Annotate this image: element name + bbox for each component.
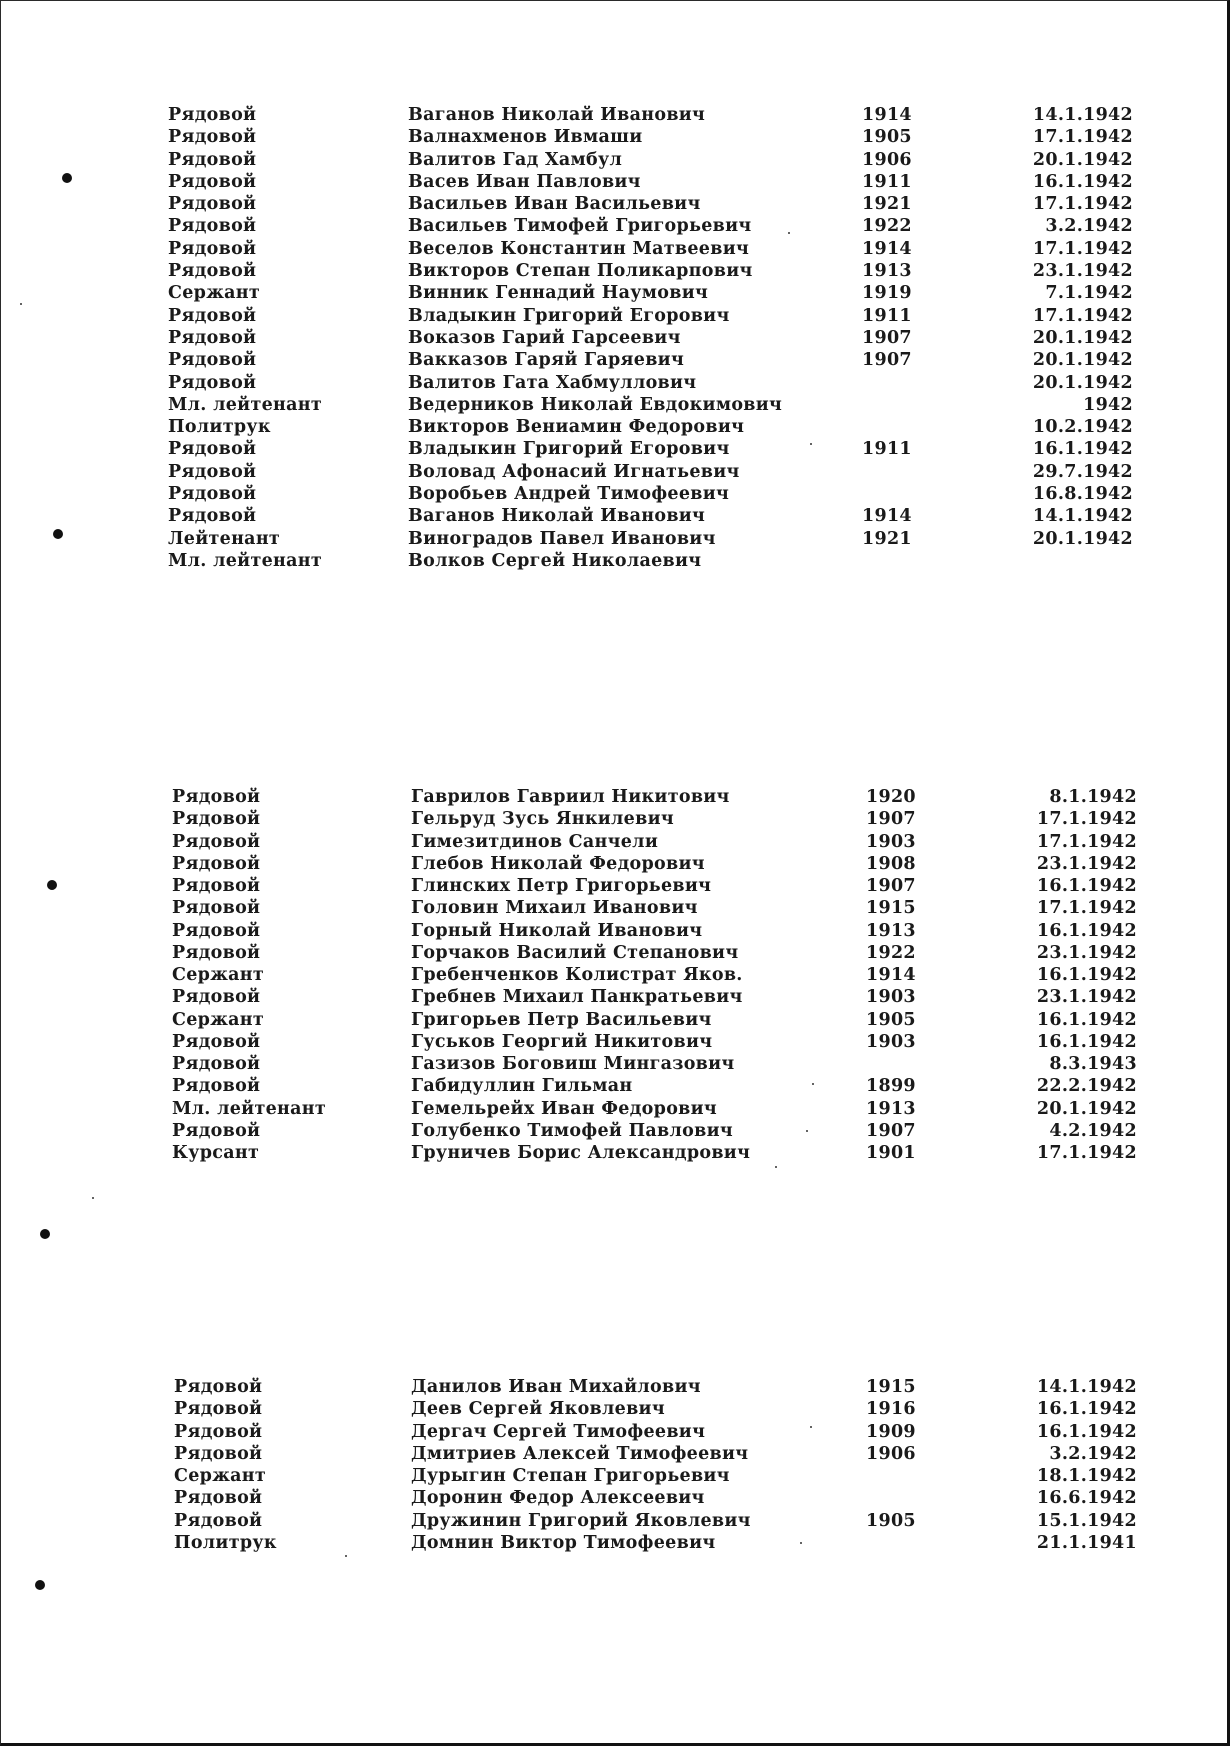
table-row	[0, 238, 1232, 260]
date-cell: 16.1.1942	[1036, 876, 1137, 896]
rank-cell: Рядовой	[172, 831, 261, 852]
name-cell: Габидуллин Гильман	[411, 1076, 633, 1097]
table-row	[0, 104, 1232, 126]
date-cell: 1942	[1083, 394, 1133, 415]
birth-year-cell: 1915	[866, 1377, 916, 1397]
birth-year-cell: 1921	[862, 528, 912, 549]
name-cell: Деев Сергей Яковлевич	[411, 1399, 665, 1420]
table-row	[0, 1142, 1232, 1164]
date-cell: 20.1.1942	[1032, 528, 1133, 549]
name-cell: Васев Иван Павлович	[408, 171, 641, 192]
name-cell: Данилов Иван Михайлович	[411, 1377, 701, 1397]
name-cell: Горчаков Василий Степанович	[411, 942, 739, 963]
roster-section-v	[0, 104, 1232, 572]
birth-year-cell: 1903	[866, 987, 916, 1008]
table-row	[0, 1532, 1232, 1554]
date-cell: 17.1.1942	[1036, 1143, 1137, 1163]
rank-cell: Рядовой	[168, 305, 257, 326]
name-cell: Волков Сергей Николаевич	[408, 550, 702, 571]
table-row	[0, 461, 1232, 483]
table-row	[0, 528, 1232, 550]
name-cell: Доронин Федор Алексеевич	[411, 1488, 705, 1509]
name-cell: Гемельрейх Иван Федорович	[411, 1098, 718, 1119]
rank-cell: Рядовой	[168, 461, 257, 482]
birth-year-cell: 1906	[862, 149, 912, 170]
birth-year-cell: 1907	[866, 809, 916, 830]
table-row	[0, 483, 1232, 505]
table-row	[0, 1465, 1232, 1487]
date-cell: 8.1.1942	[1049, 787, 1137, 807]
rank-cell: Рядовой	[168, 216, 257, 237]
scan-speck	[345, 1555, 347, 1557]
table-row	[0, 126, 1232, 148]
table-row	[0, 831, 1232, 853]
table-row	[0, 1398, 1232, 1420]
date-cell: 23.1.1942	[1036, 987, 1137, 1008]
birth-year-cell: 1911	[862, 305, 912, 326]
birth-year-cell: 1905	[866, 1510, 916, 1531]
scan-speck	[775, 1166, 777, 1168]
date-cell: 14.1.1942	[1032, 105, 1133, 125]
date-cell: 20.1.1942	[1032, 350, 1133, 371]
date-cell: 17.1.1942	[1036, 809, 1137, 830]
date-cell: 16.1.1942	[1036, 1031, 1137, 1052]
birth-year-cell: 1907	[866, 1120, 916, 1141]
birth-year-cell: 1908	[866, 853, 916, 874]
table-row	[0, 394, 1232, 416]
rank-cell: Рядовой	[168, 484, 257, 505]
name-cell: Гребенченков Колистрат Яков.	[411, 965, 743, 985]
table-row	[0, 372, 1232, 394]
name-cell: Дружинин Григорий Яковлевич	[411, 1510, 751, 1531]
date-cell: 16.1.1942	[1036, 1009, 1137, 1030]
rank-cell: Рядовой	[172, 853, 261, 874]
table-row	[0, 305, 1232, 327]
date-cell: 23.1.1942	[1032, 261, 1133, 282]
table-row	[0, 282, 1232, 304]
name-cell: Вакказов Гаряй Гаряевич	[408, 350, 685, 371]
birth-year-cell: 1906	[866, 1443, 916, 1464]
table-row	[0, 942, 1232, 964]
name-cell: Гребнев Михаил Панкратьевич	[411, 987, 743, 1008]
birth-year-cell: 1903	[866, 831, 916, 852]
birth-year-cell: 1914	[862, 506, 912, 527]
name-cell: Ваганов Николай Иванович	[408, 506, 706, 527]
date-cell: 23.1.1942	[1036, 853, 1137, 874]
date-cell: 10.2.1942	[1032, 417, 1133, 438]
table-row	[0, 1487, 1232, 1509]
name-cell: Воловад Афонасий Игнатьевич	[408, 461, 740, 482]
rank-cell: Рядовой	[168, 127, 257, 148]
date-cell: 20.1.1942	[1036, 1098, 1137, 1119]
date-cell: 8.3.1943	[1049, 1054, 1137, 1074]
rank-cell: Рядовой	[168, 506, 257, 527]
birth-year-cell: 1905	[866, 1009, 916, 1030]
name-cell: Васильев Тимофей Григорьевич	[408, 216, 752, 237]
rank-cell: Рядовой	[174, 1443, 263, 1464]
date-cell: 16.6.1942	[1036, 1488, 1137, 1509]
rank-cell: Политрук	[168, 417, 271, 438]
date-cell: 21.1.1941	[1036, 1533, 1137, 1554]
name-cell: Григорьев Петр Васильевич	[411, 1009, 712, 1030]
birth-year-cell: 1905	[862, 127, 912, 148]
table-row	[0, 1075, 1232, 1097]
table-row	[0, 964, 1232, 986]
birth-year-cell: 1914	[862, 105, 912, 125]
rank-cell: Курсант	[172, 1143, 260, 1163]
rank-cell: Лейтенант	[168, 528, 281, 549]
birth-year-cell: 1916	[866, 1399, 916, 1420]
table-row	[0, 438, 1232, 460]
date-cell: 16.1.1942	[1036, 1421, 1137, 1442]
birth-year-cell: 1914	[862, 238, 912, 259]
rank-cell: Рядовой	[172, 942, 261, 963]
table-row	[0, 1031, 1232, 1053]
table-row	[0, 986, 1232, 1008]
birth-year-cell: 1907	[862, 327, 912, 348]
rank-cell: Рядовой	[174, 1399, 263, 1420]
name-cell: Горный Николай Иванович	[411, 920, 703, 941]
table-row	[0, 171, 1232, 193]
date-cell: 3.2.1942	[1045, 216, 1133, 237]
name-cell: Груничев Борис Александрович	[411, 1143, 751, 1163]
name-cell: Викторов Степан Поликарпович	[408, 261, 753, 282]
date-cell: 14.1.1942	[1032, 506, 1133, 527]
name-cell: Викторов Вениамин Федорович	[408, 417, 745, 438]
date-cell: 16.1.1942	[1036, 1399, 1137, 1420]
scan-speck	[92, 1197, 94, 1199]
birth-year-cell: 1920	[866, 787, 916, 807]
name-cell: Голубенко Тимофей Павлович	[411, 1120, 733, 1141]
date-cell: 3.2.1942	[1049, 1443, 1137, 1464]
birth-year-cell: 1907	[862, 350, 912, 371]
rank-cell: Рядовой	[172, 1054, 261, 1074]
rank-cell: Рядовой	[172, 1120, 261, 1141]
table-row	[0, 550, 1232, 572]
date-cell: 16.1.1942	[1036, 965, 1137, 985]
rank-cell: Сержант	[172, 1009, 265, 1030]
rank-cell: Мл. лейтенант	[168, 394, 323, 415]
rank-cell: Сержант	[172, 965, 265, 985]
rank-cell: Рядовой	[172, 1076, 261, 1097]
name-cell: Виноградов Павел Иванович	[408, 528, 716, 549]
rank-cell: Рядовой	[168, 350, 257, 371]
date-cell: 20.1.1942	[1032, 372, 1133, 393]
date-cell: 4.2.1942	[1049, 1120, 1137, 1141]
table-row	[0, 505, 1232, 527]
name-cell: Дергач Сергей Тимофеевич	[411, 1421, 706, 1442]
date-cell: 15.1.1942	[1036, 1510, 1137, 1531]
roster-section-g	[0, 786, 1232, 1164]
date-cell: 17.1.1942	[1032, 238, 1133, 259]
name-cell: Валнахменов Ивмаши	[408, 127, 643, 148]
date-cell: 18.1.1942	[1036, 1466, 1137, 1487]
table-row	[0, 215, 1232, 237]
table-row	[0, 327, 1232, 349]
birth-year-cell: 1919	[862, 283, 912, 304]
table-row	[0, 875, 1232, 897]
date-cell: 17.1.1942	[1036, 831, 1137, 852]
rank-cell: Рядовой	[168, 105, 257, 125]
birth-year-cell: 1901	[866, 1143, 916, 1163]
birth-year-cell: 1914	[866, 965, 916, 985]
birth-year-cell: 1913	[862, 261, 912, 282]
birth-year-cell: 1911	[862, 171, 912, 192]
rank-cell: Рядовой	[172, 1031, 261, 1052]
name-cell: Валитов Гад Хамбул	[408, 149, 623, 170]
date-cell: 22.2.1942	[1036, 1076, 1137, 1097]
name-cell: Гуськов Георгий Никитович	[411, 1031, 713, 1052]
date-cell: 17.1.1942	[1032, 305, 1133, 326]
table-row	[0, 808, 1232, 830]
rank-cell: Мл. лейтенант	[168, 550, 323, 571]
table-row	[0, 786, 1232, 808]
date-cell: 20.1.1942	[1032, 327, 1133, 348]
date-cell: 16.8.1942	[1032, 484, 1133, 505]
name-cell: Ведерников Николай Евдокимович	[408, 394, 783, 415]
name-cell: Домнин Виктор Тимофеевич	[411, 1533, 716, 1554]
name-cell: Гельруд Зусь Янкилевич	[411, 809, 674, 830]
name-cell: Головин Михаил Иванович	[411, 898, 698, 919]
table-row	[0, 349, 1232, 371]
table-row	[0, 1009, 1232, 1031]
rank-cell: Рядовой	[174, 1421, 263, 1442]
name-cell: Владыкин Григорий Егорович	[408, 305, 730, 326]
name-cell: Дурыгин Степан Григорьевич	[411, 1466, 730, 1487]
rank-cell: Рядовой	[174, 1488, 263, 1509]
rank-cell: Сержант	[168, 283, 261, 304]
name-cell: Винник Геннадий Наумович	[408, 283, 709, 304]
rank-cell: Рядовой	[168, 194, 257, 215]
rank-cell: Рядовой	[168, 261, 257, 282]
name-cell: Веселов Константин Матвеевич	[408, 238, 750, 259]
date-cell: 14.1.1942	[1036, 1377, 1137, 1397]
birth-year-cell: 1922	[866, 942, 916, 963]
birth-year-cell: 1909	[866, 1421, 916, 1442]
name-cell: Васильев Иван Васильевич	[408, 194, 701, 215]
rank-cell: Рядовой	[172, 987, 261, 1008]
rank-cell: Сержант	[174, 1466, 267, 1487]
birth-year-cell: 1911	[862, 439, 912, 460]
table-row	[0, 920, 1232, 942]
table-row	[0, 1120, 1232, 1142]
date-cell: 17.1.1942	[1032, 127, 1133, 148]
rank-cell: Рядовой	[172, 898, 261, 919]
birth-year-cell: 1903	[866, 1031, 916, 1052]
birth-year-cell: 1915	[866, 898, 916, 919]
rank-cell: Рядовой	[168, 372, 257, 393]
name-cell: Дмитриев Алексей Тимофеевич	[411, 1443, 749, 1464]
name-cell: Гаврилов Гавриил Никитович	[411, 787, 730, 807]
table-row	[0, 1421, 1232, 1443]
birth-year-cell: 1913	[866, 1098, 916, 1119]
name-cell: Воробьев Андрей Тимофеевич	[408, 484, 730, 505]
name-cell: Гимезитдинов Санчели	[411, 831, 659, 852]
table-row	[0, 1053, 1232, 1075]
roster-section-d	[0, 1376, 1232, 1554]
rank-cell: Рядовой	[168, 149, 257, 170]
date-cell: 16.1.1942	[1032, 171, 1133, 192]
date-cell: 17.1.1942	[1036, 898, 1137, 919]
table-row	[0, 1510, 1232, 1532]
punch-hole-mark	[35, 1580, 45, 1590]
birth-year-cell: 1913	[866, 920, 916, 941]
table-row	[0, 1098, 1232, 1120]
name-cell: Газизов Боговиш Мингазович	[411, 1054, 735, 1074]
date-cell: 16.1.1942	[1036, 920, 1137, 941]
table-row	[0, 149, 1232, 171]
punch-hole-mark	[40, 1229, 50, 1239]
rank-cell: Рядовой	[168, 439, 257, 460]
date-cell: 17.1.1942	[1032, 194, 1133, 215]
birth-year-cell: 1922	[862, 216, 912, 237]
name-cell: Воказов Гарий Гарсеевич	[408, 327, 681, 348]
table-row	[0, 193, 1232, 215]
rank-cell: Рядовой	[172, 787, 261, 807]
birth-year-cell: 1921	[862, 194, 912, 215]
rank-cell: Рядовой	[172, 809, 261, 830]
birth-year-cell: 1899	[866, 1076, 916, 1097]
rank-cell: Мл. лейтенант	[172, 1098, 327, 1119]
name-cell: Ваганов Николай Иванович	[408, 105, 706, 125]
rank-cell: Рядовой	[172, 876, 261, 896]
rank-cell: Рядовой	[168, 238, 257, 259]
table-row	[0, 1376, 1232, 1398]
name-cell: Глинских Петр Григорьевич	[411, 876, 712, 896]
date-cell: 7.1.1942	[1045, 283, 1133, 304]
table-row	[0, 260, 1232, 282]
name-cell: Глебов Николай Федорович	[411, 853, 705, 874]
rank-cell: Рядовой	[168, 171, 257, 192]
rank-cell: Рядовой	[168, 327, 257, 348]
rank-cell: Рядовой	[172, 920, 261, 941]
table-row	[0, 897, 1232, 919]
date-cell: 16.1.1942	[1032, 439, 1133, 460]
name-cell: Валитов Гата Хабмуллович	[408, 372, 697, 393]
rank-cell: Политрук	[174, 1533, 277, 1554]
date-cell: 29.7.1942	[1032, 461, 1133, 482]
table-row	[0, 1443, 1232, 1465]
table-row	[0, 416, 1232, 438]
date-cell: 23.1.1942	[1036, 942, 1137, 963]
table-row	[0, 853, 1232, 875]
rank-cell: Рядовой	[174, 1377, 263, 1397]
birth-year-cell: 1907	[866, 876, 916, 896]
date-cell: 20.1.1942	[1032, 149, 1133, 170]
name-cell: Владыкин Григорий Егорович	[408, 439, 730, 460]
rank-cell: Рядовой	[174, 1510, 263, 1531]
